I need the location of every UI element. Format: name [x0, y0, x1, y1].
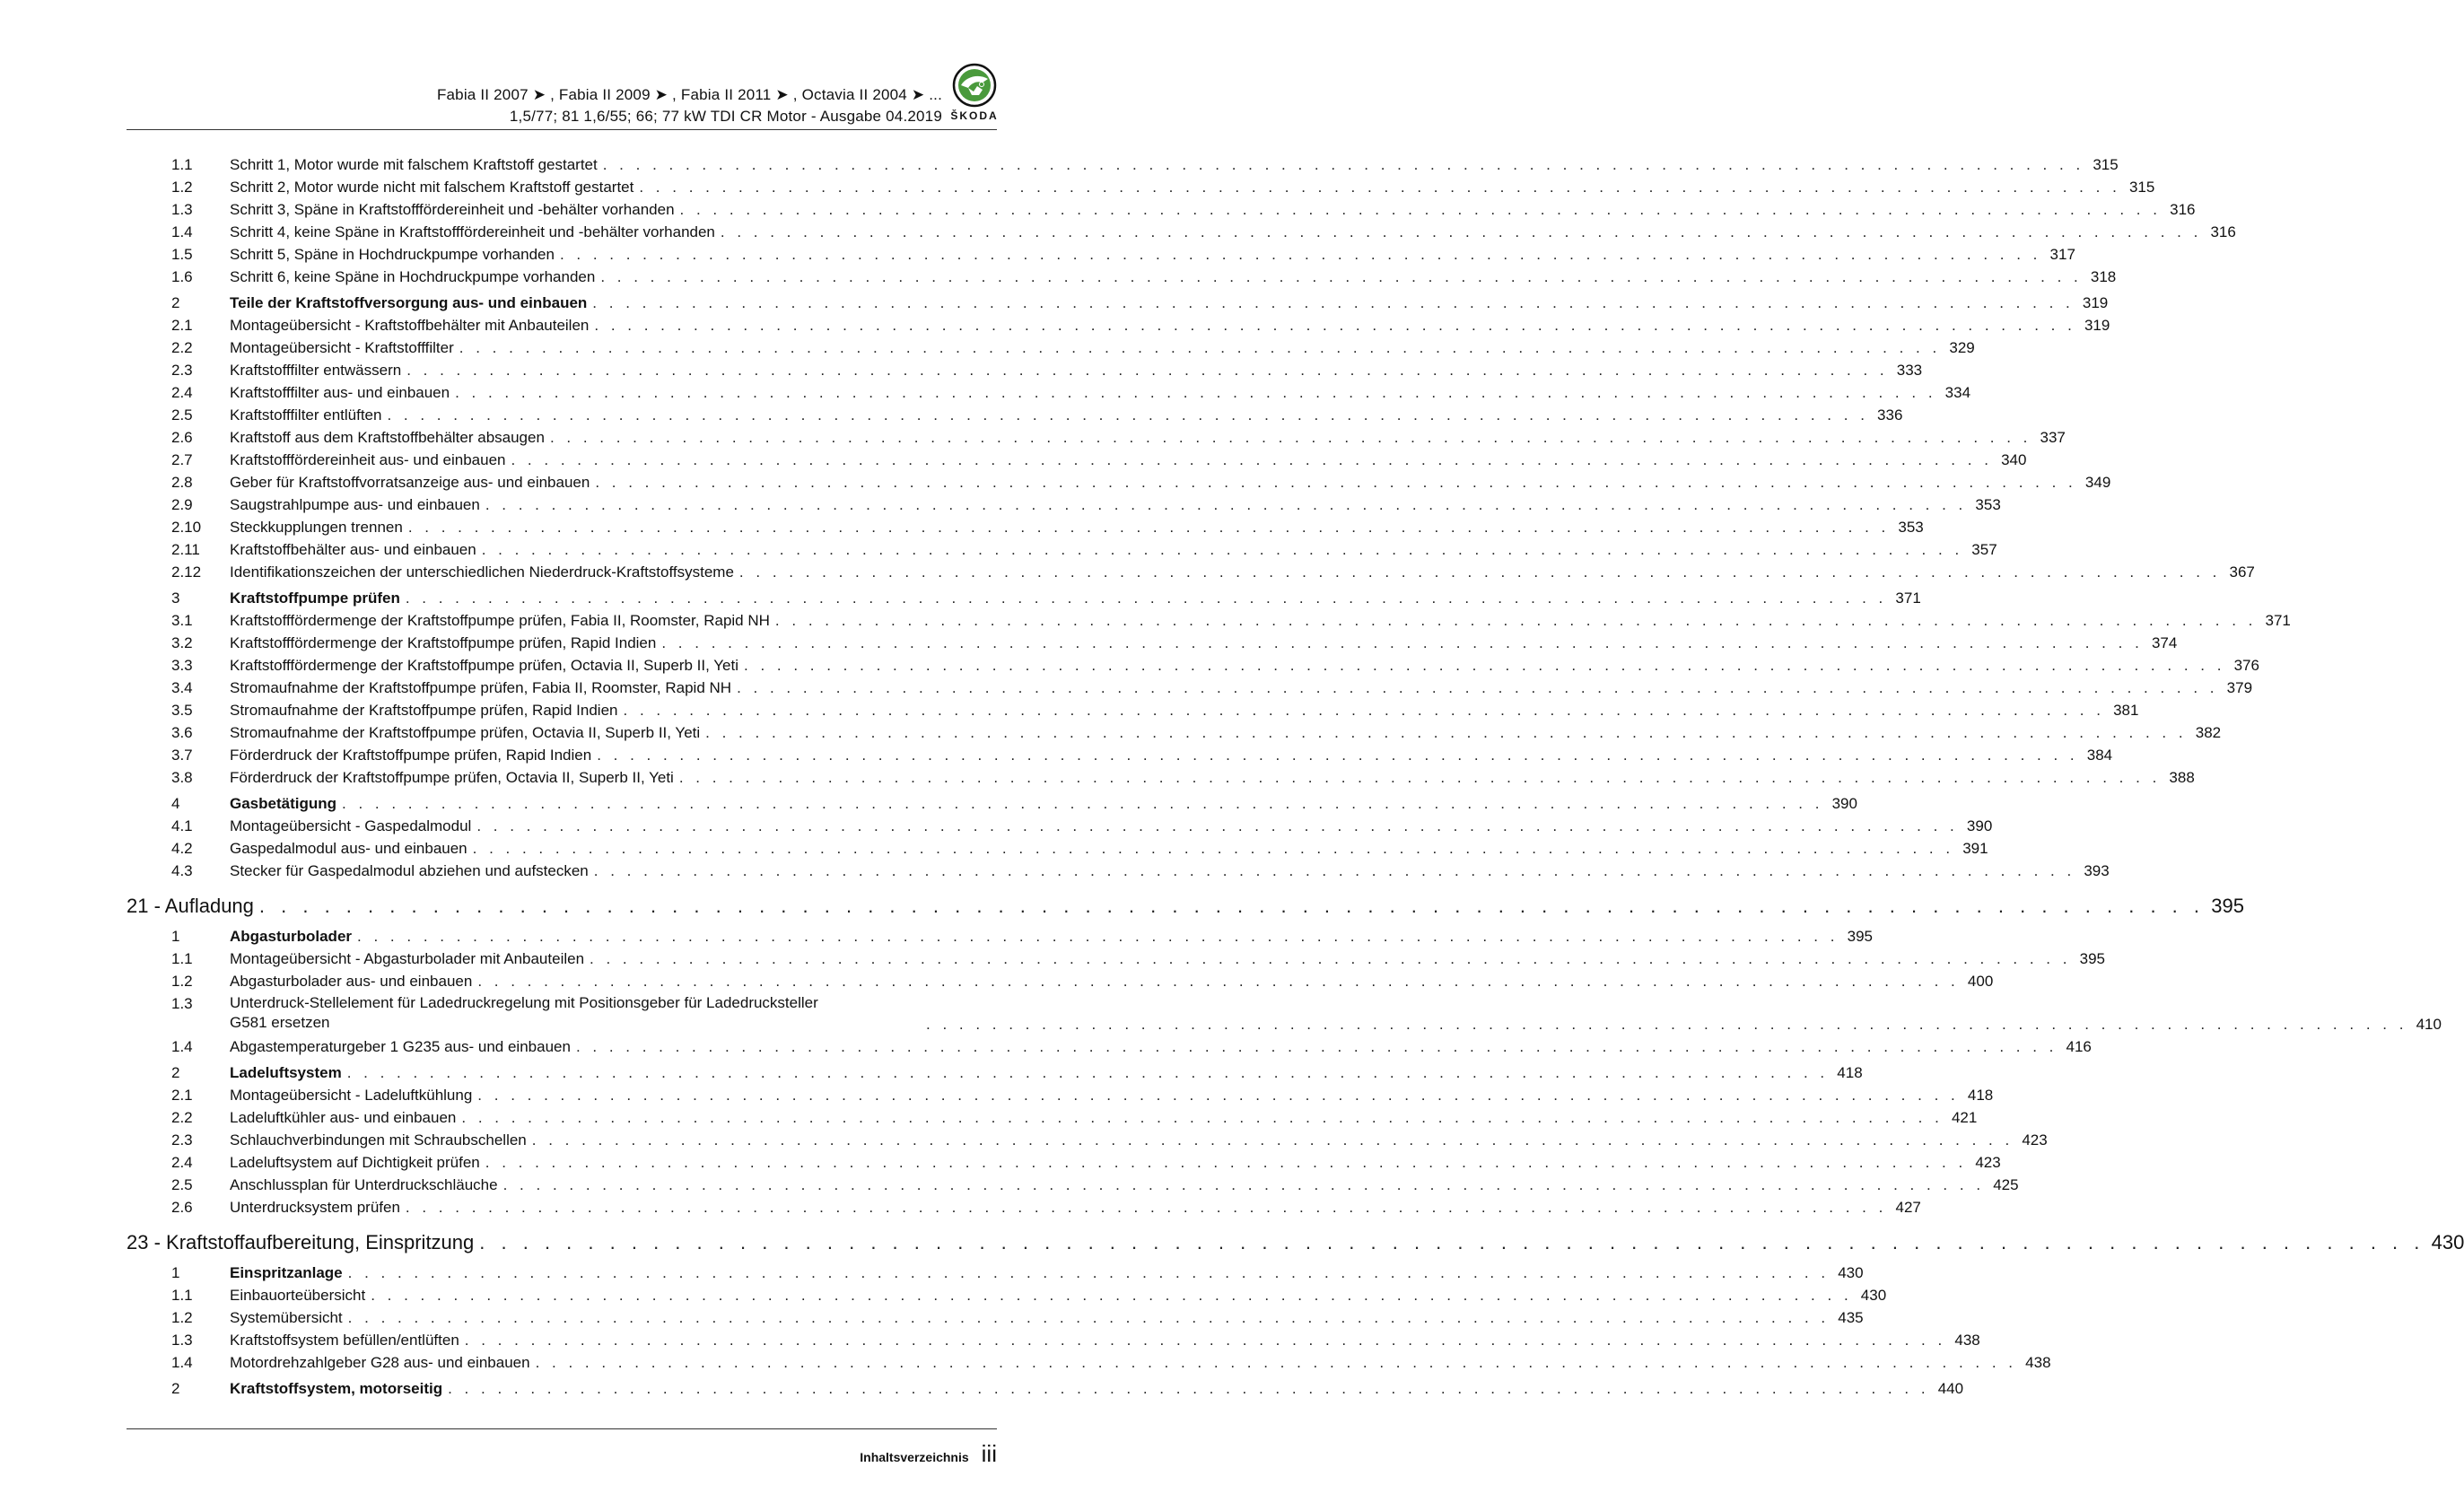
toc-entry[interactable]	[127, 699, 2139, 721]
entry-page-number: 319	[2082, 294, 2109, 311]
entry-number: 1	[171, 928, 180, 945]
entry-title: Gasbetätigung	[230, 795, 337, 812]
skoda-logo	[942, 63, 1007, 122]
toc-entry[interactable]	[127, 1151, 2001, 1174]
leader-dots: . . . . . . . . . . . . . . . . . . . . . . . . . . . . . . . . . . . . . . . . . . . . . . . . . . . . . . . . . . . . . . . . . . . . . . . . . . . . . . . . . . . . . . . . . .	[744, 657, 2225, 674]
leader-dots: . . . . . . . . . . . . . . . . . . . . . . . . . . . . . . . . . . . . . . . . . . . . . . . . . . . . . . . . . . . . . . . . . . . . . . . . . . . . . . . . . . . . . . . . . .	[639, 179, 2121, 196]
entry-page-number: 353	[1975, 496, 2001, 513]
entry-title: Montageübersicht - Gaspedalmodul	[230, 817, 472, 834]
leader-dots: . . . . . . . . . . . . . . . . . . . . . . . . . . . . . . . . . . . . . . . . . . . . . . . . . . . . . . . . . . . . . . . . . . . . . . . . . . . . . . . . . . . . . . . . . .	[590, 950, 2071, 967]
leader-dots: . . . . . . . . . . . . . . . . . . . . . . . . . . . . . . . . . . . . . . . . . . . . . . . . . . . . . . . . . . . . . . . . . . . . . . . . . . . . . . . . . . . . . . . . . .	[347, 1309, 1830, 1326]
toc-entry[interactable]	[127, 609, 2291, 632]
entry-number: 2.11	[171, 541, 200, 558]
chapter-title: 21 - Aufladung	[127, 895, 254, 917]
toc-entry[interactable]	[127, 471, 2111, 493]
entry-number: 3.4	[171, 679, 193, 696]
leader-dots: . . . . . . . . . . . . . . . . . . . . . . . . . . . . . . . . . . . . . . . . . . . . . . . . . . . . . . . . . . . . . . . . . . . . . . . . . . . . . . . . . . . . . . . . . .	[459, 339, 1941, 356]
toc-entry[interactable]	[127, 359, 1923, 381]
entry-title: Kraftstoffsystem befüllen/entlüften	[230, 1332, 459, 1349]
leader-dots: . . . . . . . . . . . . . . . . . . . . . . . . . . . . . . . . . . . . . . . . . . . . . . . . . . . . . . . . . . . . . . . . . . . . . . . . . . . . . . . . . . . . . . . . . .	[387, 406, 1869, 424]
chapter-page-number: 430	[2431, 1231, 2464, 1253]
entry-page-number: 382	[2195, 724, 2222, 741]
header-divider	[127, 129, 997, 130]
entry-number: 1.4	[171, 1354, 193, 1371]
entry-page-number: 376	[2233, 657, 2259, 674]
leader-dots: . . . . . . . . . . . . . . . . . . . . . . . . . . . . . . . . . . . . . . . . . . . . . . . . . . . . . . . . . . . . . . . . . . . . . . . . . . . . . . . . . . . . . . . . . .	[594, 317, 2076, 334]
table-of-contents	[127, 153, 2464, 1400]
leader-dots: . . . . . . . . . . . . . . . . . . . . . . . . . . . . . . . . . . . . . . . . . . . . . . . . . . . . . . . . . . . . . . . . . . . . . . . . . . . . . . . . . . . . . . . . . .	[678, 769, 2161, 786]
entry-number: 4.1	[171, 817, 193, 834]
page-footer	[860, 1440, 997, 1468]
toc-entry[interactable]	[127, 561, 2255, 583]
entry-title: Kraftstofffilter aus- und einbauen	[230, 384, 450, 401]
entry-title: Montageübersicht - Ladeluftkühlung	[230, 1087, 473, 1104]
entry-title: Kraftstoffbehälter aus- und einbauen	[230, 541, 476, 558]
toc-entry[interactable]	[127, 404, 1903, 426]
entry-title: Schritt 5, Späne in Hochdruckpumpe vorhanden	[230, 246, 555, 263]
entry-title: Motordrehzahlgeber G28 aus- und einbauen	[230, 1354, 530, 1371]
entry-number: 2	[171, 294, 180, 311]
leader-dots: . . . . . . . . . . . . . . . . . . . . . . . . . . . . . . . . . . . . . . . . . . . . . . . . . . . . . . . . . . . . . . . . . . . . . . . . . . . . . . . . . . . . . . . . . .	[502, 1176, 1985, 1193]
entry-title: Förderdruck der Kraftstoffpumpe prüfen, Rapid Indien	[230, 747, 592, 764]
leader-dots: . . . . . . . . . . . . . . . . . . . . . . . . . . . . . . . . . . . . . . . . . . . . . . . . . . . . . . . . . . . . . . . . . . . . . . . . . . . . . . . . . . . . . . . . . .	[464, 1332, 1946, 1349]
leader-dots: . . . . . . . . . . . . . . . . . . . . . . . . . . . . . . . . . . . . . . . . . . . . . . . . . . . . . . . . . . . . . . . . . . . . . . . . . . . . . . . . . . . . . . . . . .	[472, 840, 1954, 857]
leader-dots: . . . . . . . . . . . . . . . . . . . . . . . . . . . . . . . . . . . . . . . . . . . . . . . . . . . . . . . . . . . . . . . . . . . . . . . . . . . . . . . . . . . . . . . . . .	[737, 679, 2219, 696]
leader-dots: . . . . . . . . . . . . . . . . . . . . . . . . . . . . . . . . . . . . . . . . . . . . . . . . . . . . . . . . . . . . . . . . . . . . . . . . . . . . . . . . . . . . . . . . . .	[346, 1064, 1829, 1081]
entry-title: Anschlussplan für Unterdruckschläuche	[230, 1176, 498, 1193]
entry-number: 3.3	[171, 657, 193, 674]
entry-title: Teile der Kraftstoffversorgung aus- und einbauen	[230, 294, 588, 311]
entry-title: Ladeluftkühler aus- und einbauen	[230, 1109, 457, 1126]
entry-page-number: 430	[1838, 1264, 1864, 1281]
entry-page-number: 316	[2210, 223, 2236, 240]
entry-page-number: 435	[1838, 1309, 1864, 1326]
entry-number: 2.1	[171, 317, 193, 334]
entry-title: Abgastemperaturgeber 1 G235 aus- und einbauen	[230, 1038, 571, 1055]
entry-page-number: 315	[2128, 179, 2155, 196]
entry-number: 1.3	[171, 1332, 193, 1349]
leader-dots: . . . . . . . . . . . . . . . . . . . . . . . . . . . . . . . . . . . . . . . . . . . . . . . . . . . . . . . . . . . . . . . . . . . . . . . . . . . . . . . . . . . . . . . . . .	[485, 496, 1967, 513]
entry-page-number: 367	[2229, 563, 2255, 581]
leader-dots: . . . . . . . . . . . . . . . . . . . . . . . . . . . . . . . . . . . . . . . . . . . . . . . . . . . . . . . . . . . . . . . . . . . . . . . . . . . . . . . . . . . . . . . . . .	[600, 268, 2083, 285]
toc-entry[interactable]	[127, 176, 2155, 198]
entry-page-number: 438	[2025, 1354, 2051, 1371]
entry-page-number: 416	[2066, 1038, 2092, 1055]
entry-number: 2.8	[171, 474, 193, 491]
entry-title: Abgasturbolader aus- und einbauen	[230, 973, 473, 990]
entry-page-number: 318	[2090, 268, 2117, 285]
entry-number: 2.6	[171, 1199, 193, 1216]
leader-dots: . . . . . . . . . . . . . . . . . . . . . . . . . . . . . . . . . . . . . . . . . . . . . . . . . . . . . . . . . . . . . . . . . . . . . . . . . . . . . . . . . . . . . . . . . .	[597, 747, 2079, 764]
entry-title: Schritt 3, Späne in Kraftstofffördereinheit und -behälter vorhanden	[230, 201, 675, 218]
leader-dots: . . . . . . . . . . . . . . . . . . . . . . . . . . . . . . . . . . . . . . . . . . . . . . . . . . . . . . . . . . . . . . . . . . . . . . . . . . . . . . . . . . . . . . . . . .	[477, 1087, 1960, 1104]
entry-number: 2.3	[171, 362, 193, 379]
toc-section-entry[interactable]	[127, 1262, 1864, 1284]
toc-entry[interactable]	[127, 243, 2075, 266]
leader-dots: . . . . . . . . . . . . . . . . . . . . . . . . . . . . . . . . . . . . . . . . . . . . . . . . . . . . . . . . . . . . . . . . . . . . . . . . . . . . . . . . . . . . . . . . . .	[511, 451, 1993, 468]
entry-page-number: 353	[1898, 519, 1924, 536]
leader-dots: . . . . . . . . . . . . . . . . . . . . . . . . . . . . . . . . . . . . . . . . . . . . . . . . . . . . . . . . . . . . . . . . . . . . . . . . . . . . . . . . . . . . . . . . . .	[535, 1354, 2017, 1371]
toc-entry[interactable]	[127, 1329, 1980, 1351]
leader-dots: . . . . . . . . . . . . . . . . . . . . . . . . . . . . . . . . . . . . . . . . . . . . . . . . . . . . . . . . . . . . . . . . . . . . . . . . . . . . . . . . . . . . . . . . . .	[477, 973, 1960, 990]
entry-number: 2.3	[171, 1131, 193, 1149]
entry-number: 2.2	[171, 1109, 193, 1126]
entry-page-number: 349	[2084, 474, 2111, 491]
entry-page-number: 421	[1951, 1109, 1978, 1126]
entry-page-number: 388	[2169, 769, 2195, 786]
entry-title: Kraftstoff aus dem Kraftstoffbehälter absaugen	[230, 429, 545, 446]
leader-dots: . . . . . . . . . . . . . . . . . . . . . . . . . . . . . . . . . . . . . . . . . . . . . . . . . . . . . . . . . . . . . . . . . . . . . . . . . . . . . . . . . . . . . . . . . .	[448, 1380, 1930, 1397]
entry-title-line2: G581 ersetzen	[230, 1014, 330, 1031]
entry-page-number: 427	[1895, 1199, 1921, 1216]
leader-dots: . . . . . . . . . . . . . . . . . . . . . . . . . . . . . . . . . . . . . . . . . . . . . . . . . . . . . . . . . . . . . . . . . . . . . . . . . . . . . . . . . . . . . . . . . .	[258, 895, 2206, 917]
leader-dots: . . . . . . . . . . . . . . . . . . . . . . . . . . . . . . . . . . . . . . . . . . . . . . . . . . . . . . . . . . . . . . . . . . . . . . . . . . . . . . . . . . . . . . . . . .	[623, 702, 2105, 719]
entry-number: 2.4	[171, 1154, 193, 1171]
toc-entry[interactable]	[127, 314, 2110, 336]
entry-number: 1.5	[171, 246, 193, 263]
entry-title: Schritt 2, Motor wurde nicht mit falschem Kraftstoff gestartet	[230, 179, 634, 196]
entry-number: 1.4	[171, 223, 193, 240]
entry-title: Kraftstofffilter entwässern	[230, 362, 402, 379]
entry-title: Montageübersicht - Kraftstofffilter	[230, 339, 454, 356]
toc-entry[interactable]	[127, 1196, 1921, 1218]
leader-dots: . . . . . . . . . . . . . . . . . . . . . . . . . . . . . . . . . . . . . . . . . . . . . . . . . . . . . . . . . . . . . . . . . . . . . . . . . . . . . . . . . . . . . . . . . .	[476, 817, 1959, 834]
entry-title: Stromaufnahme der Kraftstoffpumpe prüfen, Octavia II, Superb II, Yeti	[230, 724, 701, 741]
footer-divider	[127, 1428, 997, 1429]
leader-dots: . . . . . . . . . . . . . . . . . . . . . . . . . . . . . . . . . . . . . . . . . . . . . . . . . . . . . . . . . . . . . . . . . . . . . . . . . . . . . . . . . . . . . . . . . .	[559, 246, 2041, 263]
entry-title: Einspritzanlage	[230, 1264, 343, 1281]
leader-dots: . . . . . . . . . . . . . . . . . . . . . . . . . . . . . . . . . . . . . . . . . . . . . . . . . . . . . . . . . . . . . . . . . . . . . . . . . . . . . . . . . . . . . . . . . .	[602, 156, 2084, 173]
header-engine-edition: 1,5/77; 81 1,6/55; 66; 77 kW TDI CR Motor - Ausgabe 04.2019	[509, 108, 942, 125]
leader-dots: . . . . . . . . . . . . . . . . . . . . . . . . . . . . . . . . . . . . . . . . . . . . . . . . . . . . . . . . . . . . . . . . . . . . . . . . . . . . . . . . . . . . . . . . . .	[738, 563, 2221, 581]
leader-dots: . . . . . . . . . . . . . . . . . . . . . . . . . . . . . . . . . . . . . . . . . . . . . . . . . . . . . . . . . . . . . . . . . . . . . . . . . . . . . . . . . . . . . . . . . .	[407, 519, 1890, 536]
entry-page-number: 393	[2084, 862, 2110, 879]
toc-entry[interactable]	[127, 948, 2105, 970]
entry-title-continuation	[230, 1013, 2442, 1035]
toc-entry[interactable]	[127, 1106, 1978, 1129]
toc-chapter-entry[interactable]	[127, 1231, 2464, 1258]
page-header	[296, 85, 942, 127]
entry-number: 3.6	[171, 724, 193, 741]
chapter-page-number: 395	[2211, 895, 2245, 917]
entry-number: 3.7	[171, 747, 193, 764]
toc-entry[interactable]	[127, 721, 2222, 744]
leader-dots: . . . . . . . . . . . . . . . . . . . . . . . . . . . . . . . . . . . . . . . . . . . . . . . . . . . . . . . . . . . . . . . . . . . . . . . . . . . . . . . . . . . . . . . . . .	[481, 541, 1963, 558]
toc-section-entry[interactable]	[127, 792, 1857, 815]
entry-number: 2.9	[171, 496, 193, 513]
footer-label: Inhaltsverzeichnis	[860, 1450, 969, 1464]
entry-title: Saugstrahlpumpe aus- und einbauen	[230, 496, 480, 513]
toc-entry[interactable]	[127, 493, 2001, 516]
entry-number: 2	[171, 1064, 180, 1081]
entry-title: Schlauchverbindungen mit Schraubschellen	[230, 1131, 527, 1149]
entry-number: 4	[171, 795, 180, 812]
leader-dots: . . . . . . . . . . . . . . . . . . . . . . . . . . . . . . . . . . . . . . . . . . . . . . . . . . . . . . . . . . . . . . . . . . . . . . . . . . . . . . . . . . . . . . . . . .	[479, 1231, 2425, 1253]
entry-number: 2	[171, 1380, 180, 1397]
entry-title: Kraftstoffpumpe prüfen	[230, 590, 400, 607]
toc-entry[interactable]	[127, 1306, 1864, 1329]
entry-number: 2.6	[171, 429, 193, 446]
footer-page-number: iii	[981, 1440, 997, 1467]
entry-number: 3	[171, 590, 180, 607]
leader-dots: . . . . . . . . . . . . . . . . . . . . . . . . . . . . . . . . . . . . . . . . . . . . . . . . . . . . . . . . . . . . . . . . . . . . . . . . . . . . . . . . . . . . . . . . . .	[357, 928, 1839, 945]
entry-number: 1	[171, 1264, 180, 1281]
entry-page-number: 384	[2086, 747, 2113, 764]
entry-number: 2.1	[171, 1087, 193, 1104]
entry-number: 1.6	[171, 268, 193, 285]
entry-title: Montageübersicht - Abgasturbolader mit Anbauteilen	[230, 950, 585, 967]
leader-dots: . . . . . . . . . . . . . . . . . . . . . . . . . . . . . . . . . . . . . . . . . . . . . . . . . . . . . . . . . . . . . . . . . . . . . . . . . . . . . . . . . . . . . . . . . .	[592, 294, 2075, 311]
chapter-title: 23 - Kraftstoffaufbereitung, Einspritzung	[127, 1231, 475, 1253]
entry-title: Montageübersicht - Kraftstoffbehälter mit Anbauteilen	[230, 317, 590, 334]
entry-page-number: 410	[2416, 1016, 2442, 1033]
toc-entry[interactable]	[127, 1084, 1994, 1106]
entry-title: Einbauorteübersicht	[230, 1287, 366, 1304]
skoda-brand-text: ŠKODA	[950, 109, 999, 122]
entry-title: Unterdrucksystem prüfen	[230, 1199, 400, 1216]
entry-page-number: 390	[1831, 795, 1857, 812]
leader-dots: . . . . . . . . . . . . . . . . . . . . . . . . . . . . . . . . . . . . . . . . . . . . . . . . . . . . . . . . . . . . . . . . . . . . . . . . . . . . . . . . . . . . . . . . . .	[485, 1154, 1967, 1171]
toc-entry[interactable]	[127, 837, 1988, 860]
entry-number: 3.1	[171, 612, 193, 629]
leader-dots: . . . . . . . . . . . . . . . . . . . . . . . . . . . . . . . . . . . . . . . . . . . . . . . . . . . . . . . . . . . . . . . . . . . . . . . . . . . . . . . . . . . . . . . . . .	[593, 862, 2075, 879]
entry-number: 1.2	[171, 973, 193, 990]
toc-entry[interactable]	[127, 266, 2117, 288]
toc-entry[interactable]	[127, 970, 1994, 992]
entry-title: Schritt 1, Motor wurde mit falschem Kraftstoff gestartet	[230, 156, 598, 173]
entry-page-number: 381	[2113, 702, 2139, 719]
entry-page-number: 315	[2093, 156, 2119, 173]
leader-dots: . . . . . . . . . . . . . . . . . . . . . . . . . . . . . . . . . . . . . . . . . . . . . . . . . . . . . . . . . . . . . . . . . . . . . . . . . . . . . . . . . . . . . . . . . .	[575, 1038, 2058, 1055]
entry-number: 4.2	[171, 840, 193, 857]
entry-title: Identifikationszeichen der unterschiedlichen Niederdruck-Kraftstoffsysteme	[230, 563, 734, 581]
entry-number: 1.1	[171, 156, 193, 173]
entry-number: 2.2	[171, 339, 193, 356]
toc-chapter-entry[interactable]	[127, 895, 2245, 921]
entry-page-number: 440	[1937, 1380, 1964, 1397]
entry-page-number: 395	[1847, 928, 1873, 945]
entry-number: 1.4	[171, 1038, 193, 1055]
toc-entry[interactable]	[127, 677, 2253, 699]
entry-number: 2.4	[171, 384, 193, 401]
toc-entry[interactable]	[127, 221, 2236, 243]
entry-number: 1.1	[171, 1287, 193, 1304]
leader-dots: . . . . . . . . . . . . . . . . . . . . . . . . . . . . . . . . . . . . . . . . . . . . . . . . . . . . . . . . . . . . . . . . . . . . . . . . . . . . . . . . . . . . . . . . . .	[926, 1016, 2407, 1033]
leader-dots: . . . . . . . . . . . . . . . . . . . . . . . . . . . . . . . . . . . . . . . . . . . . . . . . . . . . . . . . . . . . . . . . . . . . . . . . . . . . . . . . . . . . . . . . . .	[549, 429, 2031, 446]
entry-title: Gaspedalmodul aus- und einbauen	[230, 840, 467, 857]
entry-number: 1.2	[171, 179, 193, 196]
entry-number: 1.2	[171, 1309, 193, 1326]
entry-title: Ladeluftsystem	[230, 1064, 342, 1081]
toc-section-entry[interactable]	[127, 587, 1921, 609]
entry-page-number: 319	[2084, 317, 2110, 334]
entry-title: Ladeluftsystem auf Dichtigkeit prüfen	[230, 1154, 480, 1171]
entry-number: 1.1	[171, 950, 193, 967]
toc-section-entry[interactable]	[127, 925, 1873, 948]
entry-title: Förderdruck der Kraftstoffpumpe prüfen, Octavia II, Superb II, Yeti	[230, 769, 674, 786]
entry-title: Steckkupplungen trennen	[230, 519, 403, 536]
leader-dots: . . . . . . . . . . . . . . . . . . . . . . . . . . . . . . . . . . . . . . . . . . . . . . . . . . . . . . . . . . . . . . . . . . . . . . . . . . . . . . . . . . . . . . . . . .	[455, 384, 1937, 401]
toc-entry[interactable]	[127, 632, 2178, 654]
entry-number: 2.12	[171, 563, 202, 581]
toc-entry[interactable]	[127, 860, 2110, 882]
entry-page-number: 423	[1975, 1154, 2001, 1171]
leader-dots: . . . . . . . . . . . . . . . . . . . . . . . . . . . . . . . . . . . . . . . . . . . . . . . . . . . . . . . . . . . . . . . . . . . . . . . . . . . . . . . . . . . . . . . . . .	[405, 1199, 1887, 1216]
toc-entry[interactable]	[127, 426, 2066, 449]
entry-page-number: 333	[1896, 362, 1923, 379]
toc-section-entry[interactable]	[127, 1377, 1964, 1400]
entry-title: Kraftstofffördermenge der Kraftstoffpumpe prüfen, Octavia II, Superb II, Yeti	[230, 657, 738, 674]
toc-entry[interactable]	[127, 198, 2196, 221]
toc-entry[interactable]	[127, 516, 1924, 538]
leader-dots: . . . . . . . . . . . . . . . . . . . . . . . . . . . . . . . . . . . . . . . . . . . . . . . . . . . . . . . . . . . . . . . . . . . . . . . . . . . . . . . . . . . . . . . . . .	[531, 1131, 2014, 1149]
toc-entry[interactable]	[127, 1129, 2048, 1151]
leader-dots: . . . . . . . . . . . . . . . . . . . . . . . . . . . . . . . . . . . . . . . . . . . . . . . . . . . . . . . . . . . . . . . . . . . . . . . . . . . . . . . . . . . . . . . . . .	[774, 612, 2257, 629]
entry-number: 2.7	[171, 451, 193, 468]
entry-number: 2.5	[171, 406, 193, 424]
entry-page-number: 430	[1860, 1287, 1887, 1304]
entry-title: Geber für Kraftstoffvorratsanzeige aus- und einbauen	[230, 474, 590, 491]
entry-page-number: 329	[1949, 339, 1975, 356]
entry-page-number: 425	[1993, 1176, 2019, 1193]
toc-entry[interactable]	[127, 153, 2119, 176]
toc-entry[interactable]	[127, 1351, 2051, 1374]
entry-page-number: 371	[2265, 612, 2291, 629]
entry-body	[230, 993, 2442, 1035]
entry-number: 1.3	[171, 201, 193, 218]
leader-dots: . . . . . . . . . . . . . . . . . . . . . . . . . . . . . . . . . . . . . . . . . . . . . . . . . . . . . . . . . . . . . . . . . . . . . . . . . . . . . . . . . . . . . . . . . .	[705, 724, 2188, 741]
toc-entry[interactable]	[127, 815, 1993, 837]
entry-title: Kraftstoffsystem, motorseitig	[230, 1380, 443, 1397]
entry-number: 3.8	[171, 769, 193, 786]
toc-entry[interactable]	[127, 1035, 2092, 1058]
toc-entry[interactable]	[127, 992, 2442, 1035]
header-models: Fabia II 2007 ➤ , Fabia II 2009 ➤ , Fabia II 2011 ➤ , Octavia II 2004 ➤ ...	[436, 86, 942, 103]
entry-title: Schritt 6, keine Späne in Hochdruckpumpe vorhanden	[230, 268, 596, 285]
entry-page-number: 418	[1967, 1087, 1994, 1104]
leader-dots: . . . . . . . . . . . . . . . . . . . . . . . . . . . . . . . . . . . . . . . . . . . . . . . . . . . . . . . . . . . . . . . . . . . . . . . . . . . . . . . . . . . . . . . . . .	[461, 1109, 1944, 1126]
entry-title: Kraftstofffördermenge der Kraftstoffpumpe prüfen, Fabia II, Roomster, Rapid NH	[230, 612, 770, 629]
entry-page-number: 423	[2022, 1131, 2048, 1149]
toc-entry[interactable]	[127, 654, 2259, 677]
toc-entry[interactable]	[127, 766, 2195, 789]
entry-title: Stecker für Gaspedalmodul abziehen und aufstecken	[230, 862, 589, 879]
entry-title: Kraftstofffördereinheit aus- und einbauen	[230, 451, 506, 468]
entry-page-number: 334	[1944, 384, 1971, 401]
toc-section-entry[interactable]	[127, 292, 2109, 314]
entry-page-number: 337	[2040, 429, 2066, 446]
entry-title: Unterdruck-Stellelement für Ladedruckregelung mit Positionsgeber für Ladedrucksteller	[230, 994, 818, 1011]
entry-number: 3.5	[171, 702, 193, 719]
entry-number: 3.2	[171, 634, 193, 651]
entry-page-number: 336	[1877, 406, 1903, 424]
entry-page-number: 418	[1837, 1064, 1863, 1081]
toc-section-entry[interactable]	[127, 1061, 1863, 1084]
leader-dots: . . . . . . . . . . . . . . . . . . . . . . . . . . . . . . . . . . . . . . . . . . . . . . . . . . . . . . . . . . . . . . . . . . . . . . . . . . . . . . . . . . . . . . . . . .	[342, 795, 1823, 812]
toc-entry[interactable]	[127, 1174, 2019, 1196]
entry-page-number: 340	[2001, 451, 2027, 468]
entry-title: Kraftstofffilter entlüften	[230, 406, 382, 424]
toc-entry[interactable]	[127, 1284, 1887, 1306]
toc-entry[interactable]	[127, 538, 1997, 561]
leader-dots: . . . . . . . . . . . . . . . . . . . . . . . . . . . . . . . . . . . . . . . . . . . . . . . . . . . . . . . . . . . . . . . . . . . . . . . . . . . . . . . . . . . . . . . . . .	[661, 634, 2144, 651]
entry-page-number: 316	[2170, 201, 2196, 218]
entry-page-number: 379	[2226, 679, 2253, 696]
entry-number: 2.10	[171, 519, 202, 536]
leader-dots: . . . . . . . . . . . . . . . . . . . . . . . . . . . . . . . . . . . . . . . . . . . . . . . . . . . . . . . . . . . . . . . . . . . . . . . . . . . . . . . . . . . . . . . . . .	[595, 474, 2077, 491]
leader-dots: . . . . . . . . . . . . . . . . . . . . . . . . . . . . . . . . . . . . . . . . . . . . . . . . . . . . . . . . . . . . . . . . . . . . . . . . . . . . . . . . . . . . . . . . . .	[347, 1264, 1830, 1281]
entry-number: 4.3	[171, 862, 193, 879]
leader-dots: . . . . . . . . . . . . . . . . . . . . . . . . . . . . . . . . . . . . . . . . . . . . . . . . . . . . . . . . . . . . . . . . . . . . . . . . . . . . . . . . . . . . . . . . . .	[679, 201, 2162, 218]
entry-title: Stromaufnahme der Kraftstoffpumpe prüfen, Fabia II, Roomster, Rapid NH	[230, 679, 732, 696]
entry-title: Systemübersicht	[230, 1309, 343, 1326]
toc-entry[interactable]	[127, 449, 2027, 471]
entry-page-number: 438	[1954, 1332, 1980, 1349]
entry-page-number: 374	[2151, 634, 2178, 651]
entry-page-number: 395	[2079, 950, 2105, 967]
leader-dots: . . . . . . . . . . . . . . . . . . . . . . . . . . . . . . . . . . . . . . . . . . . . . . . . . . . . . . . . . . . . . . . . . . . . . . . . . . . . . . . . . . . . . . . . . .	[371, 1287, 1853, 1304]
entry-title: Abgasturbolader	[230, 928, 353, 945]
skoda-logo-icon	[952, 63, 997, 108]
entry-page-number: 371	[1895, 590, 1921, 607]
entry-title: Kraftstofffördermenge der Kraftstoffpumpe prüfen, Rapid Indien	[230, 634, 657, 651]
entry-page-number: 390	[1966, 817, 1993, 834]
leader-dots: . . . . . . . . . . . . . . . . . . . . . . . . . . . . . . . . . . . . . . . . . . . . . . . . . . . . . . . . . . . . . . . . . . . . . . . . . . . . . . . . . . . . . . . . . .	[406, 362, 1889, 379]
leader-dots: . . . . . . . . . . . . . . . . . . . . . . . . . . . . . . . . . . . . . . . . . . . . . . . . . . . . . . . . . . . . . . . . . . . . . . . . . . . . . . . . . . . . . . . . . .	[720, 223, 2202, 240]
leader-dots: . . . . . . . . . . . . . . . . . . . . . . . . . . . . . . . . . . . . . . . . . . . . . . . . . . . . . . . . . . . . . . . . . . . . . . . . . . . . . . . . . . . . . . . . . .	[405, 590, 1887, 607]
entry-number: 1.3	[171, 995, 193, 1012]
entry-page-number: 391	[1962, 840, 1988, 857]
entry-page-number: 400	[1967, 973, 1994, 990]
toc-entry[interactable]	[127, 744, 2113, 766]
entry-title: Stromaufnahme der Kraftstoffpumpe prüfen, Rapid Indien	[230, 702, 618, 719]
toc-entry[interactable]	[127, 381, 1971, 404]
entry-page-number: 357	[1971, 541, 1997, 558]
entry-number: 2.5	[171, 1176, 193, 1193]
toc-entry[interactable]	[127, 336, 1975, 359]
entry-page-number: 317	[2049, 246, 2075, 263]
entry-title: Schritt 4, keine Späne in Kraftstofffördereinheit und -behälter vorhanden	[230, 223, 715, 240]
